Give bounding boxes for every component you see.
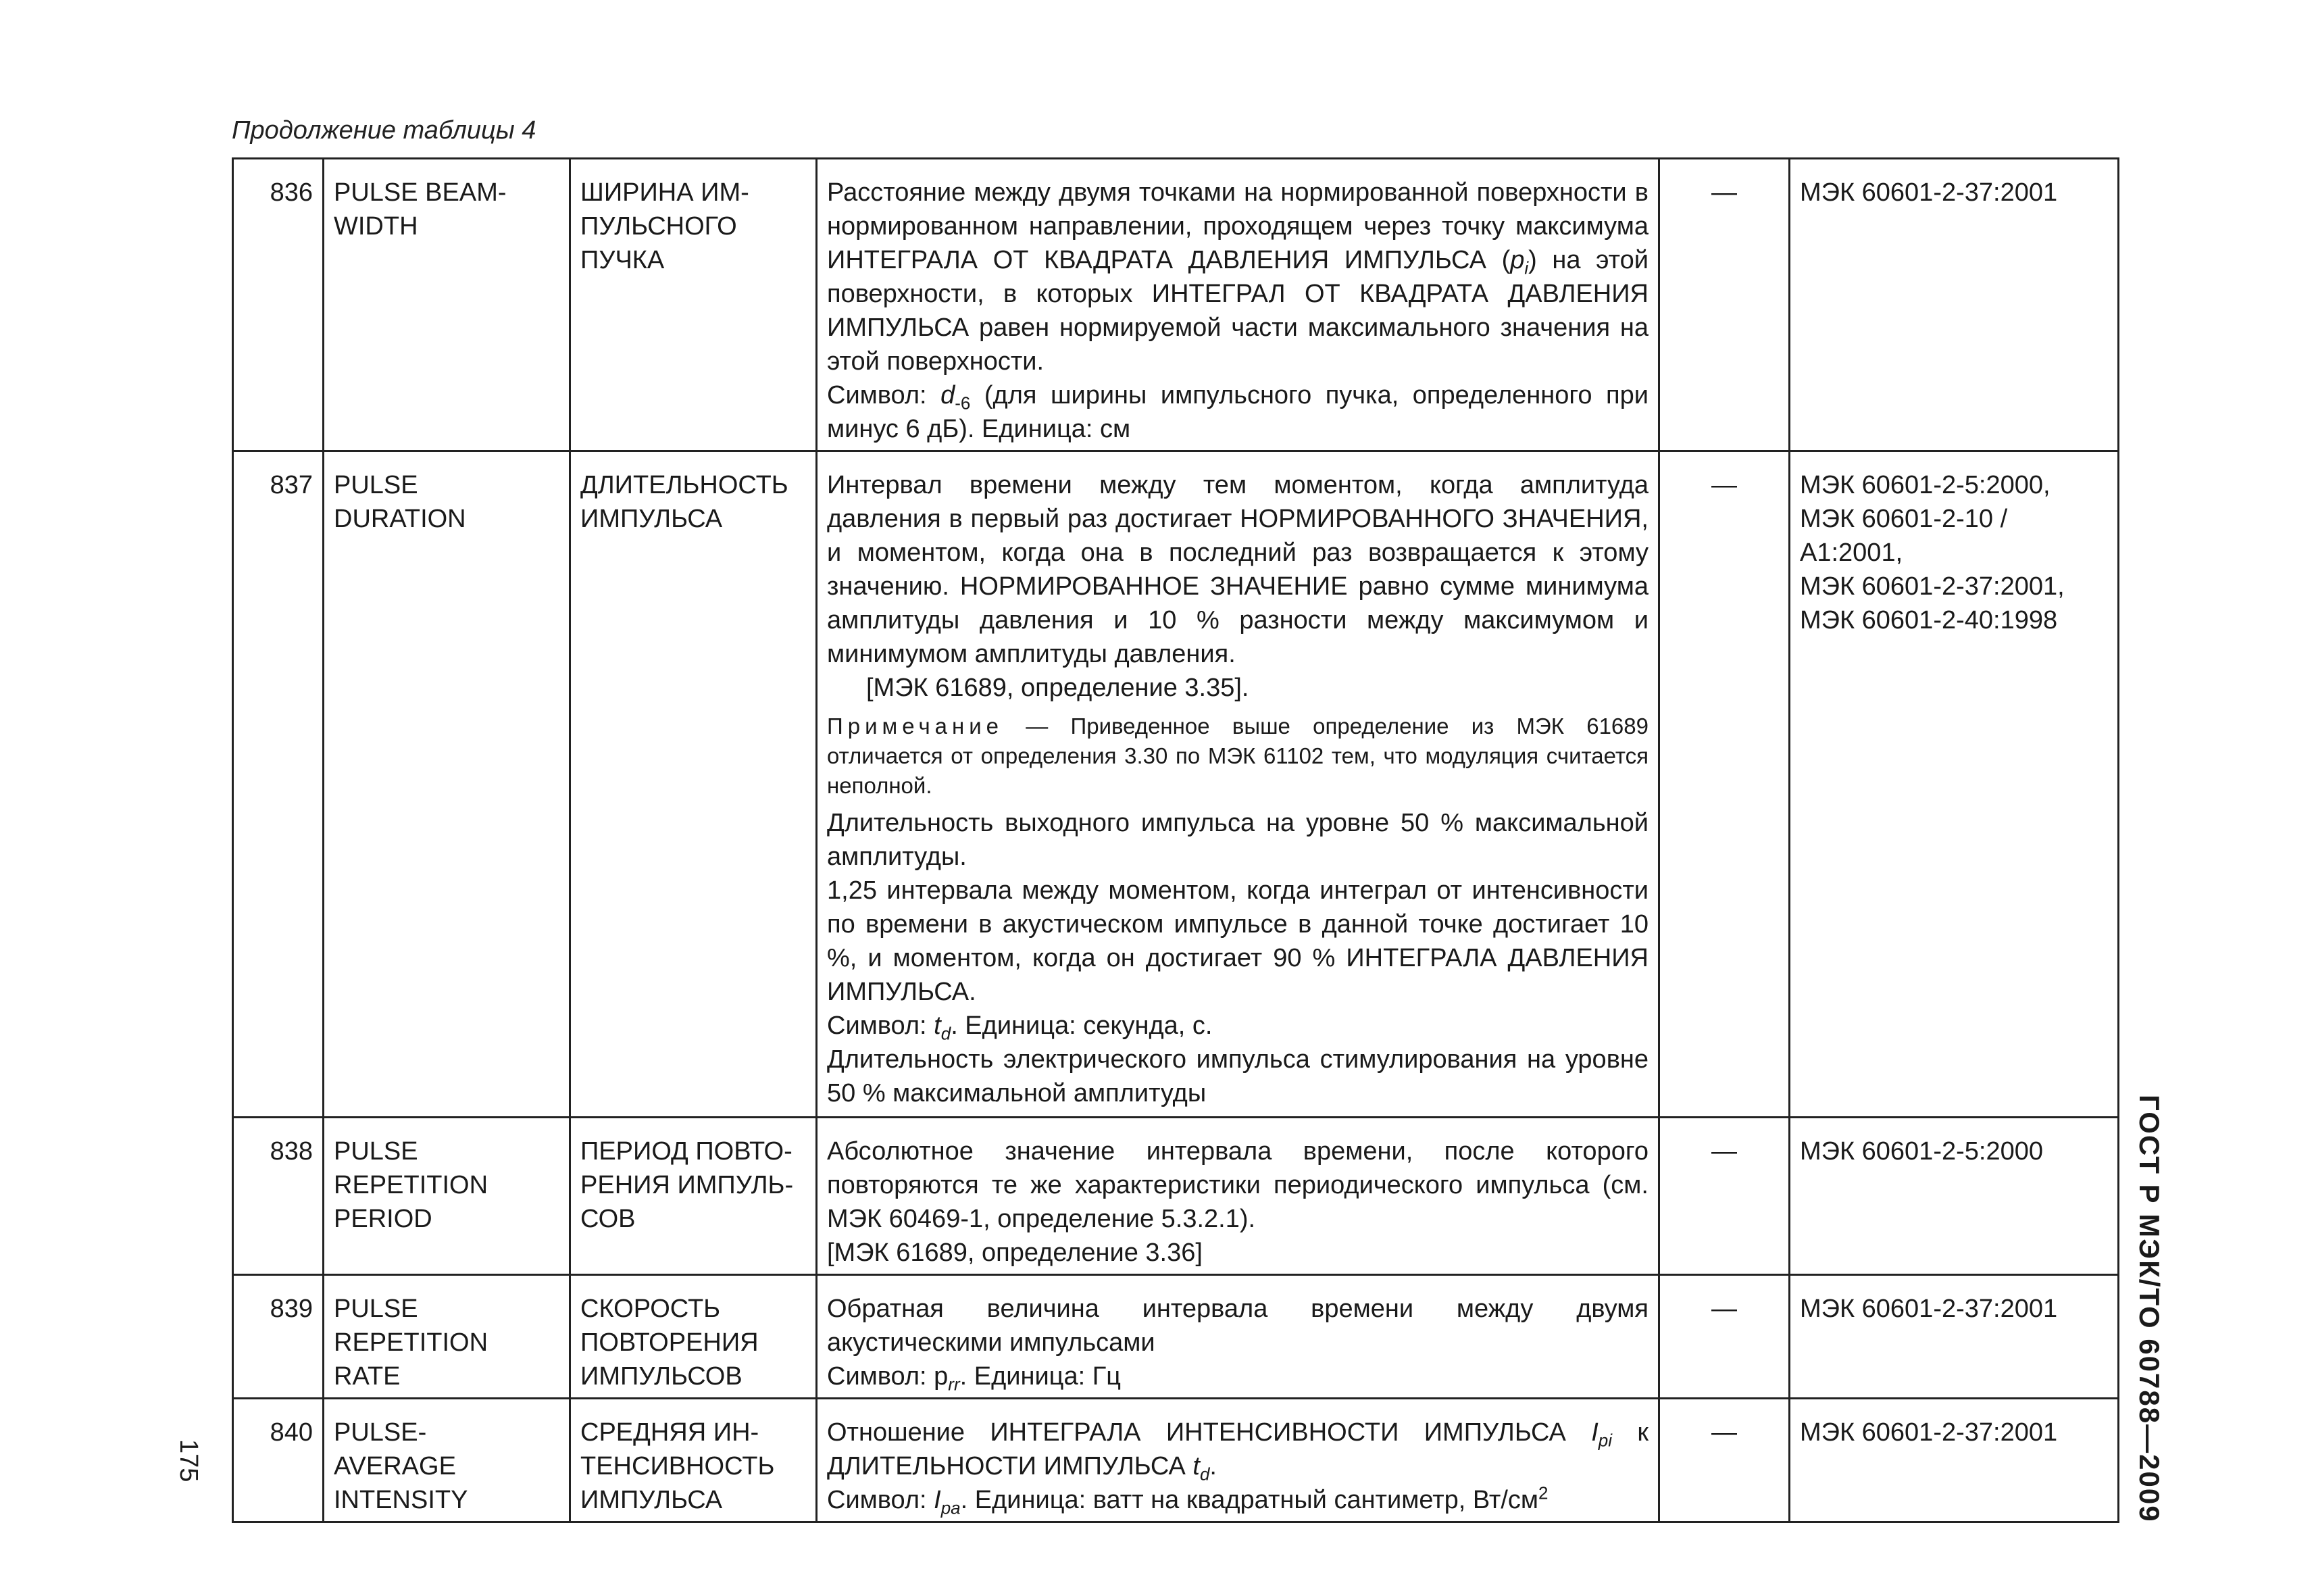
term-russian: СРЕДНЯЯ ИН- ТЕНСИВНОСТЬ ИМПУЛЬСА	[570, 1399, 817, 1522]
reference: МЭК 60601-2-37:2001	[1800, 1418, 2058, 1447]
term-english: PULSE REPETITION PERIOD	[324, 1118, 570, 1275]
definition-symbol: Символ: $t_d$. Единица: секунда, с.	[827, 1012, 1213, 1044]
reference: МЭК 60601-2-37:2001,	[1800, 572, 2065, 601]
term-references	[1790, 1275, 2119, 1399]
term-definition	[817, 451, 1659, 1118]
note-label: Примечание	[827, 714, 1004, 739]
definition-note	[827, 712, 1649, 801]
definition-symbol: Символ: $p_{rr}$. Единица: Гц	[827, 1362, 1122, 1395]
definition-symbol: Символ: $d_{-6}$ (для ширины импульсного пучка, определенного при минус 6 дБ). Единица: см	[827, 381, 1649, 443]
terms-table	[232, 157, 2119, 1523]
table-row	[233, 1118, 2119, 1275]
term-number: 837	[233, 451, 324, 1118]
term-number: 836	[233, 159, 324, 451]
reference: МЭК 60601-2-40:1998	[1800, 606, 2058, 634]
term-russian: ДЛИТЕЛЬНОСТЬ ИМПУЛЬСА	[570, 451, 817, 1118]
note-text: — Приведенное выше определение из МЭК 61689 отличается от определения 3.30 по МЭК 61102 тем, что модуляция считается неполной.	[827, 714, 1649, 798]
table-row	[233, 159, 2119, 451]
term-english: PULSE DURATION	[324, 451, 570, 1118]
term-number: 840	[233, 1399, 324, 1522]
reference: МЭК 60601-2-5:2000,	[1800, 471, 2051, 499]
definition-paragraph: 1,25 интервала между моментом, когда интеграл от интенсивности по времени в акустическом импульсе в данной точке достигает 10 %, и моментом, когда он достигает 90 % ИНТЕГРАЛА ДАВЛЕНИЯ ИМПУЛЬСА.	[827, 876, 1649, 1006]
term-definition	[817, 159, 1659, 451]
reference: МЭК 60601-2-5:2000	[1800, 1137, 2043, 1166]
definition-paragraph: Длительность электрического импульса стимулирования на уровне 50 % максимальной амплитуды	[827, 1045, 1649, 1107]
term-definition	[817, 1118, 1659, 1275]
page-number: 175	[174, 1439, 203, 1482]
definition-paragraph: Абсолютное значение интервала времени, после которого повторяются те же характеристики периодического импульса (см. МЭК 60469-1, определение 5.3.2.1).	[827, 1137, 1649, 1233]
term-dash: —	[1659, 159, 1790, 451]
term-english: PULSE REPETITION RATE	[324, 1275, 570, 1399]
term-russian: ШИРИНА ИМ- ПУЛЬСНОГО ПУЧКА	[570, 159, 817, 451]
term-references	[1790, 1399, 2119, 1522]
term-dash: —	[1659, 1399, 1790, 1522]
definition-source: [МЭК 61689, определение 3.35].	[866, 674, 1249, 702]
term-russian: СКОРОСТЬ ПОВТОРЕНИЯ ИМПУЛЬСОВ	[570, 1275, 817, 1399]
term-number: 839	[233, 1275, 324, 1399]
term-russian: ПЕРИОД ПОВТО- РЕНИЯ ИМПУЛЬ- СОВ	[570, 1118, 817, 1275]
definition-paragraph: Обратная величина интервала времени между двумя акустическими импульсами	[827, 1295, 1649, 1357]
term-references	[1790, 451, 2119, 1118]
table-row	[233, 451, 2119, 1118]
table-caption: Продолжение таблицы 4	[232, 116, 536, 145]
table-row	[233, 1399, 2119, 1522]
term-number: 838	[233, 1118, 324, 1275]
table-row	[233, 1275, 2119, 1399]
definition-source: [МЭК 61689, определение 3.36]	[827, 1239, 1203, 1267]
definition-paragraph: Расстояние между двумя точками на нормированной поверхности в нормированном направлении, проходящем через точку максимума ИНТЕГРАЛА ОТ КВАДРАТА ДАВЛЕНИЯ ИМПУЛЬСА $(p_i)$ на этой поверхности, в которых ИНТЕГРАЛ ОТ КВАДРАТА ДАВЛЕНИЯ ИМПУЛЬСА равен нормируемой части максимального значения на этой поверхности.	[827, 178, 1649, 376]
definition-paragraph: Отношение ИНТЕГРАЛА ИНТЕНСИВНОСТИ ИМПУЛЬСА $I_{pi}$ к ДЛИТЕЛЬНОСТИ ИМПУЛЬСА $t_d$.	[827, 1418, 1649, 1485]
reference: МЭК 60601-2-37:2001	[1800, 178, 2058, 207]
term-dash: —	[1659, 1275, 1790, 1399]
document-designation: ГОСТ Р МЭК/ТО 60788—2009	[2134, 1095, 2165, 1523]
term-definition	[817, 1275, 1659, 1399]
definition-symbol: Символ: $I_{pa}$. Единица: ватт на квадратный сантиметр, $Вт/см^2$	[827, 1482, 1549, 1518]
term-english: PULSE- AVERAGE INTENSITY	[324, 1399, 570, 1522]
reference: МЭК 60601-2-10 /А1:2001,	[1800, 505, 2008, 567]
term-dash: —	[1659, 1118, 1790, 1275]
term-definition	[817, 1399, 1659, 1522]
reference: МЭК 60601-2-37:2001	[1800, 1295, 2058, 1323]
definition-paragraph: Интервал времени между тем моментом, когда амплитуда давления в первый раз достигает НОРМИРОВАННОГО ЗНАЧЕНИЯ, и моментом, когда она в последний раз возвращается к этому значению. НОРМИРОВАННОЕ ЗНАЧЕНИЕ равно сумме минимума амплитуды давления и 10 % разности между максимумом и минимумом амплитуды давления.	[827, 471, 1649, 668]
term-dash: —	[1659, 451, 1790, 1118]
term-english: PULSE BEAM- WIDTH	[324, 159, 570, 451]
term-references	[1790, 159, 2119, 451]
term-references	[1790, 1118, 2119, 1275]
definition-paragraph: Длительность выходного импульса на уровне 50 % максимальной амплитуды.	[827, 809, 1649, 871]
